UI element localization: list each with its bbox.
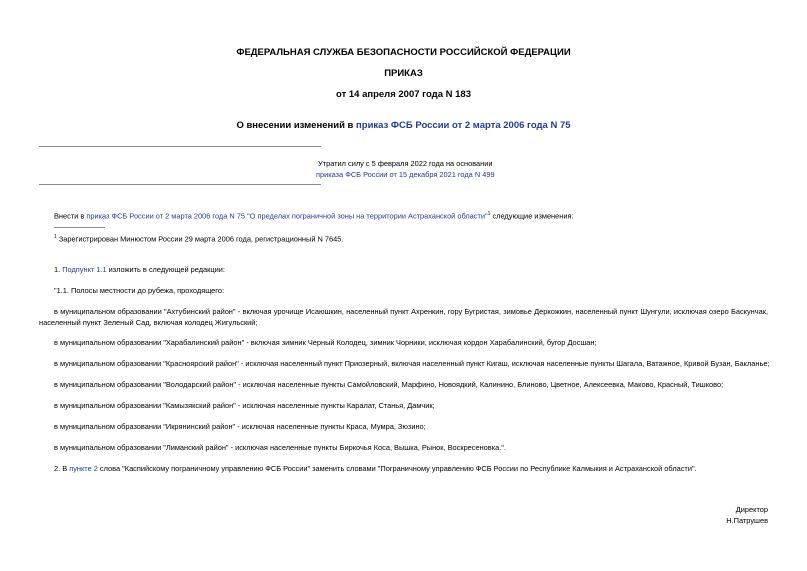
item-1-link[interactable]: Подпункт 1.1 bbox=[62, 265, 107, 274]
item-1-suffix: изложить в следующей редакции: bbox=[106, 265, 225, 274]
subject-link[interactable]: приказ ФСБ России от 2 марта 2006 года N 75 bbox=[356, 120, 571, 131]
quote-start: "1.1. Полосы местности до рубежа, проходящего: bbox=[54, 286, 224, 295]
paragraph-volodarsky: в муниципальном образовании "Володарский район" - исключая населенные пункты Самойловский, Марфино, Новоядкий, Калинино, Блиново, Цветное, Алексеевка, Маково, Красный, Тишково; bbox=[54, 380, 724, 389]
footnote-mark: 1 bbox=[54, 234, 57, 240]
intro-link[interactable]: приказ ФСБ России от 2 марта 2006 года N 75 "О пределах пограничной зоны на территории Астраханской области" bbox=[86, 211, 488, 221]
paragraph-limansky: в муниципальном образовании "Лиманский район" - исключая населенные пункты Биркочья Коса, Вышка, Рынок, Воскресеновка.". bbox=[54, 443, 506, 452]
status-link[interactable]: приказа ФСБ России от 15 декабря 2021 года N 499 bbox=[316, 170, 495, 179]
signature-title: Директор bbox=[735, 505, 768, 514]
paragraph-krasnoyarsky: в муниципальном образовании "Красноярский район" - исключая населенный пункт Приозерный, включая населенный пункт Кигаш, исключая населенные пункты Шагала, Ватажное, Кривой Бузан, Бакланье; bbox=[54, 359, 770, 368]
doc-date: от 14 апреля 2007 года N 183 bbox=[336, 89, 471, 100]
doc-type-title: ПРИКАЗ bbox=[384, 68, 423, 79]
signature-name: Н.Патрушев bbox=[726, 516, 768, 525]
item-2-suffix: слова "Каспийскому пограничному управлению ФСБ России" заменить словами "Пограничному управлению ФСБ России по Республике Калмыкия и Астраханской области". bbox=[97, 464, 697, 473]
footnote bbox=[54, 232, 343, 244]
paragraph-kamyzyaksky: в муниципальном образовании "Камызякский район" - исключая населенные пункты Каралат, Станья, Дамчик; bbox=[54, 401, 435, 410]
divider-top bbox=[39, 146, 321, 147]
item-2-prefix: 2. В bbox=[54, 464, 70, 473]
intro-suffix: следующие изменения: bbox=[490, 211, 574, 221]
item-2-link[interactable]: пункте 2 bbox=[69, 464, 98, 473]
footnote-text: Зарегистрирован Минюстом России 29 марта 2006 года, регистрационный N 7645. bbox=[56, 234, 344, 244]
divider-bottom bbox=[39, 184, 321, 185]
item-2 bbox=[54, 464, 697, 474]
agency-title: ФЕДЕРАЛЬНАЯ СЛУЖБА БЕЗОПАСНОСТИ РОССИЙСКОЙ ФЕДЕРАЦИИ bbox=[236, 47, 571, 58]
status-line: Утратил силу с 5 февраля 2022 года на основании bbox=[318, 159, 493, 168]
paragraph-kharabalinsky: в муниципальном образовании "Харабалинский район" - включая зимник Черный Колодец, зимник Чорники, исключая кордон Харабалинский, бугор Досшан; bbox=[54, 338, 597, 347]
footnote-divider bbox=[54, 227, 105, 228]
subject-prefix: О внесении изменений в bbox=[236, 120, 357, 131]
paragraph-ikryaninsky: в муниципальном образовании "Икрянинский район" - исключая населенные пункты Краса, Мумра, Зюзино; bbox=[54, 422, 426, 431]
doc-subject bbox=[0, 120, 807, 131]
item-1-prefix: 1. bbox=[54, 265, 63, 274]
footnote-ref[interactable]: 1 bbox=[487, 211, 491, 217]
paragraph-akhtubinsky: в муниципальном образовании "Ахтубинский район" - включая урочище Исаюшкин, населенный пункт Ахренкин, гору Бугристая, зимовье Деркожкин, населенный пункт Шунгули, исключая озеро Баскунчак, населенный пункт Зеленый Сад, включая колодец Жигульский; bbox=[39, 307, 768, 327]
item-1 bbox=[54, 265, 225, 275]
intro-prefix: Внести в bbox=[54, 211, 87, 221]
intro-paragraph bbox=[54, 209, 574, 221]
